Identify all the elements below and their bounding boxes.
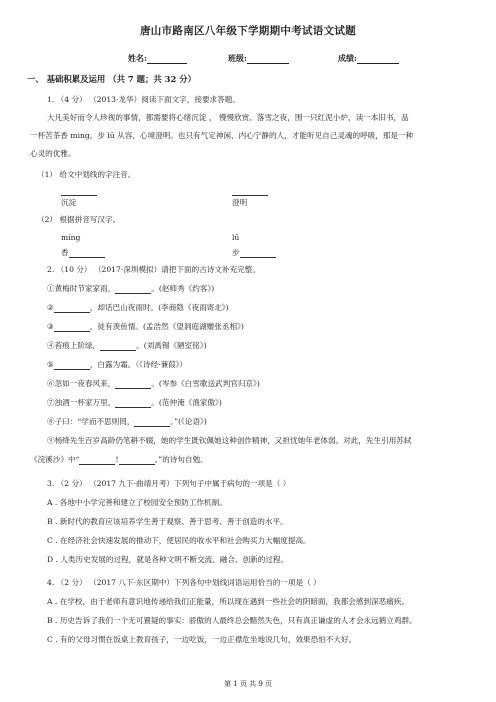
q4-option-c[interactable]: C . 有的父母习惯在饭桌上教育孩子，一边吃饭，一边正襟危坐地说几句，效果恐怕不大好。 bbox=[47, 635, 357, 644]
q3-option-a[interactable]: A . 各地中小学完善和建立了校园安全预防工作机制。 bbox=[47, 498, 227, 507]
q2-blank[interactable] bbox=[100, 342, 136, 351]
page-title: 唐山市路南区八年级下学期期中考试语文试题 bbox=[140, 25, 356, 37]
q2-blank[interactable] bbox=[115, 380, 151, 389]
q2-line-3 bbox=[47, 322, 244, 332]
q1-fill-a-prefix: 香 bbox=[61, 248, 69, 257]
q2-line-8 bbox=[47, 417, 207, 427]
q2-source: ，白露为霜。（《诗经·蒹葭》） bbox=[89, 360, 188, 369]
name-field[interactable] bbox=[128, 53, 187, 64]
q2-blank[interactable] bbox=[79, 456, 115, 465]
q3-stem: 3. （2 分） （2017 九下·曲靖月考）下列句子中属于病句的一项是（ ） bbox=[47, 479, 291, 488]
q1-stem: 1. （4 分） （2013·龙华）阅读下面文字，接要求答题。 bbox=[47, 95, 240, 104]
score-blank[interactable] bbox=[357, 55, 399, 64]
q2-text: ⑦浊酒一杯家万里， bbox=[47, 398, 116, 407]
class-field[interactable] bbox=[228, 53, 289, 64]
q2-blank[interactable] bbox=[115, 399, 151, 408]
class-label: 班级: bbox=[228, 53, 247, 63]
q3-option-c[interactable]: C . 在经济社会快速发展的推动下，使居民的收水平和社会购买力大幅度提高。 bbox=[47, 536, 311, 545]
q1-passage-line: 大凡美好而令人珍视的事情，都需要将心绪沉淀 ， 慢慢欣赏。落雪之夜，围一只红泥小炉，读一本旧书，品 bbox=[47, 113, 409, 122]
q2-line-10 bbox=[30, 455, 208, 465]
q1-pinyin-b: lū bbox=[232, 233, 240, 242]
class-blank[interactable] bbox=[247, 55, 289, 64]
score-field[interactable] bbox=[338, 53, 399, 64]
q2-blank[interactable] bbox=[134, 418, 170, 427]
q2-stem: 2. （10 分） （2017·深圳模拟）请把下面的古诗文补充完整。 bbox=[47, 265, 260, 274]
q2-text: ② bbox=[47, 303, 54, 312]
q1-passage-line: 一杯苦茶香 ming。步 lū 从容，心境澄明。也只有气定神闲、内心宁静的人，才能听见自己灵魂的呼吸，那是一种 bbox=[30, 131, 414, 140]
q2-text: 。”的诗句自勉。 bbox=[154, 455, 208, 464]
q1-sub1-label: （1） 给文中划线的字注音。 bbox=[37, 170, 136, 179]
q2-text: ⑤ bbox=[47, 360, 54, 369]
q1-fill-b-prefix: 步 bbox=[232, 248, 240, 257]
q1-pinyin-a: míng bbox=[61, 233, 81, 242]
q2-line-1 bbox=[47, 284, 214, 294]
q2-text: 《浣溪沙》中“ bbox=[30, 455, 80, 464]
q2-text: ⑧子曰：“学而不思则罔， bbox=[47, 417, 135, 426]
q2-source: ，徒有羡鱼情。(孟浩然《望洞庭湖赠张丞相》) bbox=[89, 322, 244, 331]
q1-fill-b bbox=[232, 248, 276, 258]
page-footer: 第 1 页 共 9 页 bbox=[223, 680, 273, 688]
q1-fill-blank-a[interactable] bbox=[69, 249, 105, 258]
section-heading: 一、 基础积累及运用 （共 7 题；共 32 分） bbox=[27, 74, 196, 84]
q1-fill-blank-b[interactable] bbox=[240, 249, 276, 258]
q2-source: ，却话巴山夜雨时。(李商隐《夜雨寄北》) bbox=[89, 303, 229, 312]
q2-source: 。(范仲淹《渔家傲》) bbox=[151, 398, 222, 407]
q2-text: ! bbox=[115, 455, 119, 464]
q1-answer-blank-b[interactable] bbox=[232, 195, 268, 196]
q2-line-5 bbox=[47, 360, 187, 370]
q2-text: ④苔痕上阶绿， bbox=[47, 341, 101, 350]
name-label: 姓名: bbox=[128, 53, 147, 63]
q3-option-b[interactable]: B . 新时代的教育应该培养学生善于观察、善于思考、善于创造的水平。 bbox=[47, 517, 288, 526]
q2-source: 。(赵师秀《约客》) bbox=[151, 284, 215, 293]
q4-option-b[interactable]: B . 历史告诉了我们一个无可置疑的事实：骄傲的人最终总会黯然失色，只有真正谦虚的人才会永远鹤立鸡群。 bbox=[47, 616, 417, 625]
q2-text: ③ bbox=[47, 322, 54, 331]
q2-line-4 bbox=[47, 341, 207, 351]
q2-source: 。(刘禹锡《陋室铭》) bbox=[136, 341, 207, 350]
q4-option-a[interactable]: A . 在学校，由于老师有意识地传递给我们正能量，所以现在遇到一些社会的阴暗面，我都会感到深恶痛疾。 bbox=[47, 597, 410, 606]
q2-blank[interactable] bbox=[54, 361, 90, 370]
q2-line-9: ⑨杨绛先生百岁高龄仍笔耕不辍，她的学生既钦佩她这种创作精神，又担忧她年老体弱。对此，先生引用苏轼 bbox=[47, 436, 412, 445]
q2-line-7 bbox=[47, 398, 222, 408]
q1-word-b: 澄明 bbox=[232, 198, 248, 207]
q2-blank[interactable] bbox=[119, 456, 155, 465]
q4-stem: 4. （2 分） （2017 八下·东区期中）下列各句中划线词语运用恰当的一项是（ ） bbox=[47, 578, 321, 587]
q1-answer-blank-a[interactable] bbox=[61, 195, 97, 196]
q1-passage-line: 心灵的优雅。 bbox=[30, 149, 76, 158]
q1-fill-a bbox=[61, 248, 105, 258]
q2-blank[interactable] bbox=[54, 323, 90, 332]
q2-blank[interactable] bbox=[54, 304, 90, 313]
q2-line-2 bbox=[47, 303, 229, 313]
q3-option-d[interactable]: D . 人类历史发展的过程，就是各种文明不断交流、融合、创新的过程。 bbox=[47, 555, 289, 564]
q2-text: ①黄梅时节家家雨， bbox=[47, 284, 116, 293]
score-label: 成绩: bbox=[338, 53, 357, 63]
q1-word-a: 沉淀 bbox=[61, 198, 77, 207]
q2-source: 。(岑参《白雪歌送武判官归京》) bbox=[151, 379, 260, 388]
q1-sub2-label: （2） 根据拼音写汉字。 bbox=[37, 215, 121, 224]
q2-source: 。”(《论语》) bbox=[170, 417, 207, 426]
q2-blank[interactable] bbox=[115, 285, 151, 294]
name-blank[interactable] bbox=[147, 55, 187, 64]
q2-line-6 bbox=[47, 379, 260, 389]
q2-text: ⑥忽如一夜春风来， bbox=[47, 379, 116, 388]
